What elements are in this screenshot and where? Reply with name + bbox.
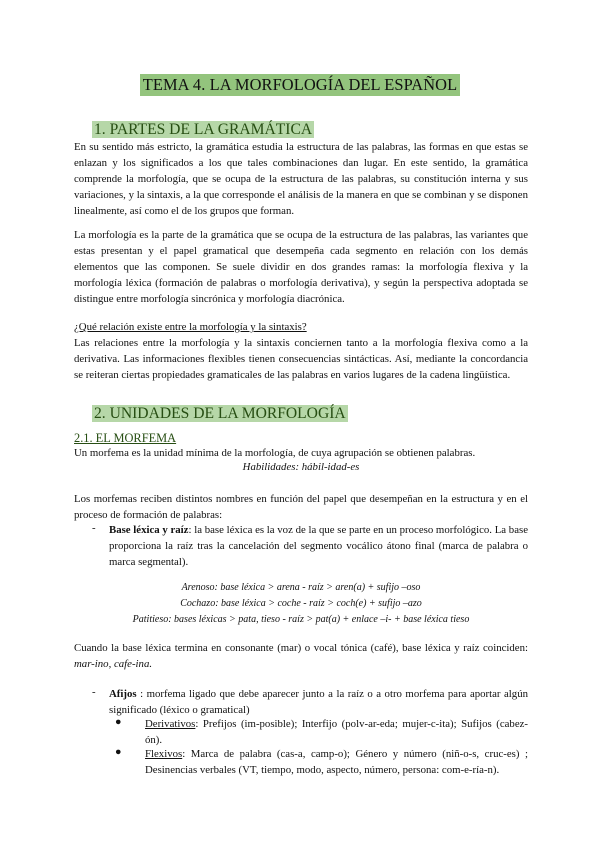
morfemas-intro: Los morfemas reciben distintos nombres en función del papel que desempeñan en la estructura y en el proceso de formación de palabras: (74, 493, 528, 521)
flexivos-label: Flexivos (145, 748, 183, 760)
question-heading: ¿Qué relación existe entre la morfología y la sintaxis? (74, 321, 307, 333)
title-container (0, 74, 600, 96)
paragraph-2: La morfología es la parte de la gramática que se ocupa de la estructura de las palabras, las variantes que estas presentan y el papel gramatical que desempeña cada segmento en relación con los demás elementos que las componen. Se suele dividir en dos grandes ramas: la morfología flexiva y la morfología léxica (formación de palabras o morfología derivativa), y según la perspectiva adoptada se distingue entre morfología sincrónica y morfología diacrónica. (74, 229, 528, 305)
afijos-item (109, 686, 528, 718)
morfema-example (74, 461, 528, 473)
consonant-paragraph (74, 640, 528, 672)
document-title: TEMA 4. LA MORFOLOGÍA DEL ESPAÑOL (140, 74, 460, 96)
derivativos-text: : Prefijos (im-posible); Interfijo (polv-ar-eda; mujer-c-ita); Sufijos (cabez-ón). (145, 718, 528, 746)
bullet-derivativos: ● (115, 716, 122, 728)
paragraph-3: Las relaciones entre la morfología y la sintaxis conciernen tanto a la morfología flexiva como a la derivativa. Las informaciones flexibles tienen consecuencias sintácticas. Así, mediante la concordancia se reiteran ciertas propiedades gramaticales de las palabras en varios lugares de la cadena lingüística. (74, 337, 528, 381)
flexivos-item (145, 746, 528, 778)
afijos-label: Afijos (109, 688, 137, 700)
base-lexica-label: Base léxica y raíz (109, 524, 189, 536)
flexivos-text: : Marca de palabra (cas-a, camp-o); Género y número (niñ-o-s, cruc-es) ; Desinencias verbales (VT, tiempo, modo, aspecto, número, persona: com-e-ría-n). (145, 748, 528, 776)
example-arenoso: Arenoso: base léxica > arena - raíz > aren(a) + sufijo –oso (181, 582, 421, 593)
consonant-text: Cuando la base léxica termina en consonante (mar) o vocal tónica (café), base léxica y raíz coinciden: (74, 642, 528, 654)
section-heading-2-text: 2. UNIDADES DE LA MORFOLOGÍA (94, 405, 346, 422)
section-heading-2 (92, 405, 348, 423)
paragraph-1: En su sentido más estricto, la gramática estudia la estructura de las palabras, las formas en que estas se enlazan y los significados a los que tales combinaciones dan lugar. En este sentido, la gramática comprende la morfología, que se ocupa de la estructura de las palabras, su constitución interna y sus variaciones, y la sintaxis, a la que corresponde el análisis de la manera en que se combinan y se disponen linealmente, así como el de los grupos que forman. (74, 141, 528, 217)
morfema-example-value: hábil-idad-es (301, 461, 360, 473)
section-heading-1 (92, 121, 314, 139)
list-dash-2: - (92, 686, 96, 698)
afijos-text: : morfema ligado que debe aparecer junto a la raíz o a otro morfema para aportar algún significado (léxico o gramatical) (109, 688, 528, 716)
example-patitieso: Patitieso: bases léxicas > pata, tieso - raíz > pat(a) + enlace –i- + base léxica tieso (132, 614, 470, 625)
section-heading-1-text: 1. PARTES DE LA GRAMÁTICA (94, 121, 313, 138)
list-dash: - (92, 522, 96, 534)
base-lexica-text: : la base léxica es la voz de la que se parte en un proceso morfológico. La base proporciona la raíz tras la cancelación del segmento vocálico átono final (marca de palabra o marca segmental). (109, 524, 528, 568)
base-lexica-item (109, 522, 528, 570)
subsection-heading-morfema: 2.1. EL MORFEMA (74, 431, 177, 445)
bullet-flexivos: ● (115, 746, 122, 758)
derivativos-item (145, 716, 528, 748)
morfema-example-label: Habilidades: (242, 461, 300, 473)
derivativos-label: Derivativos (145, 718, 196, 730)
consonant-examples: mar-ino, cafe-ina. (74, 658, 153, 670)
example-cochazo: Cochazo: base léxica > coche - raíz > coch(e) + sufijo –azo (180, 598, 422, 609)
morfema-definition: Un morfema es la unidad mínima de la morfología, de cuya agrupación se obtienen palabras. (74, 447, 476, 459)
